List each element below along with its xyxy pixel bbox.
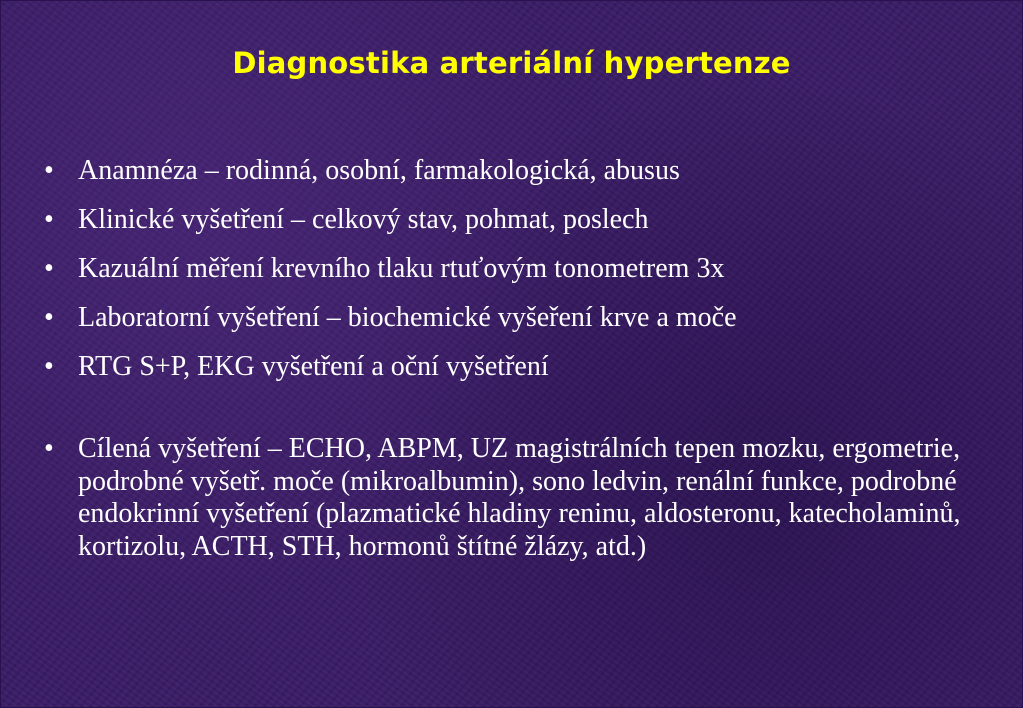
bullet-icon: • xyxy=(44,351,54,382)
list-item xyxy=(40,301,980,334)
list-item-text: Anamnéza – rodinná, osobní, farmakologická, abusus xyxy=(78,155,680,186)
bullet-list xyxy=(40,154,980,579)
list-item-text: Cílená vyšetření – ECHO, ABPM, UZ magistrálních tepen mozku, ergometrie, podrobné vyšetř. moče (mikroalbumin), sono ledvin, renální funkce, podrobné endokrinní vyšetření (plazmatické hladiny reninu, aldosteronu, katecholaminů, kortizolu, ACTH, STH, hormonů štítné žlázy, atd.) xyxy=(78,433,961,562)
bullet-icon: • xyxy=(44,302,54,333)
bullet-icon: • xyxy=(44,155,54,186)
list-item-text: RTG S+P, EKG vyšetření a oční vyšetření xyxy=(78,351,549,382)
list-item xyxy=(40,350,980,383)
list-item xyxy=(40,203,980,236)
list-item-text: Laboratorní vyšetření – biochemické vyšeření krve a moče xyxy=(78,302,737,333)
list-item-text: Kazuální měření krevního tlaku rtuťovým tonometrem 3x xyxy=(78,253,725,284)
list-item-text: Klinické vyšetření – celkový stav, pohmat, poslech xyxy=(78,204,649,235)
bullet-icon: • xyxy=(44,253,54,284)
slide-title: Diagnostika arteriální hypertenze xyxy=(232,46,791,80)
list-item xyxy=(40,433,980,563)
list-item xyxy=(40,154,980,187)
bullet-icon: • xyxy=(44,204,54,235)
list-item xyxy=(40,252,980,285)
bullet-icon: • xyxy=(44,433,54,464)
